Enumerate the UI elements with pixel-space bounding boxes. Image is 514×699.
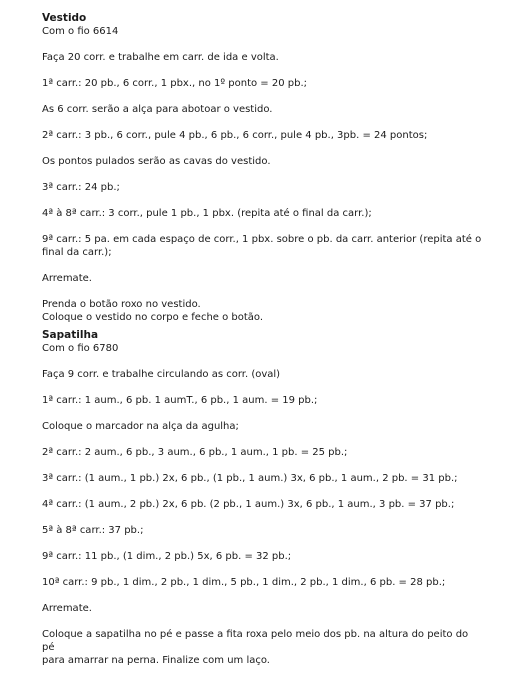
instruction-line: 2ª carr.: 3 pb., 6 corr., pule 4 pb., 6 pb., 6 corr., pule 4 pb., 3pb. = 24 pontos; — [42, 130, 428, 141]
instruction-line: Coloque o marcador na alça da agulha; — [42, 421, 239, 432]
section-title-vestido: Vestido — [42, 12, 87, 24]
document — [42, 11, 482, 667]
instruction-line: 9ª carr.: 5 pa. em cada espaço de corr., 1 pbx. sobre o pb. da carr. anterior (repita até o — [42, 234, 482, 245]
instruction-line: 3ª carr.: 24 pb.; — [42, 182, 120, 193]
instruction-line: final da carr.); — [42, 247, 112, 258]
instruction-line: Faça 9 corr. e trabalhe circulando as corr. (oval) — [42, 369, 281, 380]
instruction-line: Prenda o botão roxo no vestido. — [42, 299, 201, 310]
instruction-line: para amarrar na perna. Finalize com um laço. — [42, 655, 270, 666]
instruction-line: Arremate. — [42, 273, 92, 284]
instruction-line: 4ª à 8ª carr.: 3 corr., pule 1 pb., 1 pbx. (repita até o final da carr.); — [42, 208, 372, 219]
instruction-line: 3ª carr.: (1 aum., 1 pb.) 2x, 6 pb., (1 pb., 1 aum.) 3x, 6 pb., 1 aum., 2 pb. = 31 pb.; — [42, 473, 458, 484]
instruction-line: Os pontos pulados serão as cavas do vestido. — [42, 156, 271, 167]
yarn-sapatilha: Com o fio 6780 — [42, 343, 119, 354]
instruction-line: Faça 20 corr. e trabalhe em carr. de ida e volta. — [42, 52, 279, 63]
instruction-line: 5ª à 8ª carr.: 37 pb.; — [42, 525, 144, 536]
instruction-line: 1ª carr.: 1 aum., 6 pb. 1 aumT., 6 pb., 1 aum. = 19 pb.; — [42, 395, 318, 406]
yarn-vestido: Com o fio 6614 — [42, 26, 119, 37]
instruction-line: 9ª carr.: 11 pb., (1 dim., 2 pb.) 5x, 6 pb. = 32 pb.; — [42, 551, 292, 562]
instruction-line: Coloque a sapatilha no pé e passe a fita roxa pelo meio dos pb. na altura do peito do pé — [42, 629, 469, 653]
instruction-line: As 6 corr. serão a alça para abotoar o vestido. — [42, 104, 273, 115]
instruction-line: 10ª carr.: 9 pb., 1 dim., 2 pb., 1 dim., 5 pb., 1 dim., 2 pb., 1 dim., 6 pb. = 28 pb.; — [42, 577, 446, 588]
instruction-line: 2ª carr.: 2 aum., 6 pb., 3 aum., 6 pb., 1 aum., 1 pb. = 25 pb.; — [42, 447, 348, 458]
instruction-line: Coloque o vestido no corpo e feche o botão. — [42, 312, 264, 323]
instruction-line: Arremate. — [42, 603, 92, 614]
section-title-sapatilha: Sapatilha — [42, 329, 99, 341]
instruction-line: 4ª carr.: (1 aum., 2 pb.) 2x, 6 pb. (2 pb., 1 aum.) 3x, 6 pb., 1 aum., 3 pb. = 37 pb.; — [42, 499, 455, 510]
instruction-line: 1ª carr.: 20 pb., 6 corr., 1 pbx., no 1º ponto = 20 pb.; — [42, 78, 307, 89]
